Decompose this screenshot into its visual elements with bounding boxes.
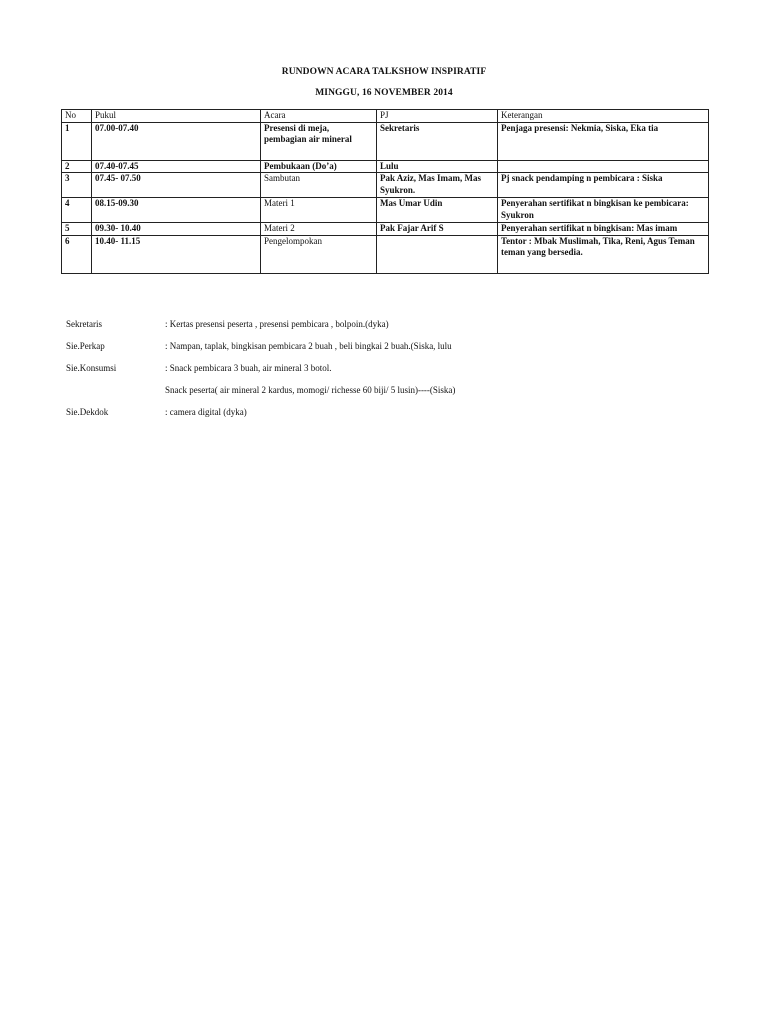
cell-keterangan — [498, 160, 709, 173]
cell-acara: Sambutan — [261, 173, 377, 198]
cell-keterangan: Pj snack pendamping n pembicara : Siska — [498, 173, 709, 198]
cell-keterangan: Penyerahan sertifikat n bingkisan ke pembicara: Syukron — [498, 198, 709, 223]
header-acara: Acara — [261, 110, 377, 123]
cell-acara: Pengelompokan — [261, 235, 377, 273]
cell-no: 2 — [62, 160, 92, 173]
cell-pukul: 09.30- 10.40 — [92, 223, 261, 236]
table-row — [62, 160, 709, 173]
header-pukul: Pukul — [92, 110, 261, 123]
document-date: MINGGU, 16 NOVEMBER 2014 — [315, 88, 453, 98]
note-row-perkap — [66, 341, 706, 363]
cell-no: 6 — [62, 235, 92, 273]
table-header-row — [62, 110, 709, 123]
cell-no: 4 — [62, 198, 92, 223]
cell-acara: Materi 2 — [261, 223, 377, 236]
cell-pj: Mas Umar Udin — [377, 198, 498, 223]
cell-no: 3 — [62, 173, 92, 198]
cell-pukul: 07.45- 07.50 — [92, 173, 261, 198]
table-row — [62, 173, 709, 198]
rundown-table — [61, 109, 709, 274]
note-row-konsumsi — [66, 363, 706, 385]
cell-no: 5 — [62, 223, 92, 236]
division-notes — [66, 319, 706, 429]
cell-keterangan: Penyerahan sertifikat n bingkisan: Mas imam — [498, 223, 709, 236]
note-row-dekdok — [66, 407, 706, 429]
document-title: RUNDOWN ACARA TALKSHOW INSPIRATIF — [281, 67, 487, 77]
note-label: Sie.Dekdok — [66, 407, 109, 417]
cell-pj — [377, 235, 498, 273]
cell-pukul: 08.15-09.30 — [92, 198, 261, 223]
note-row-konsumsi-extra — [66, 385, 706, 407]
cell-pj: Pak Aziz, Mas Imam, Mas Syukron. — [377, 173, 498, 198]
table-row — [62, 223, 709, 236]
table-row — [62, 235, 709, 273]
note-label: Sie.Konsumsi — [66, 363, 117, 373]
note-label: Sekretaris — [66, 319, 102, 329]
note-value: : camera digital (dyka) — [165, 407, 247, 417]
cell-pukul: 07.00-07.40 — [92, 122, 261, 160]
note-label: Sie.Perkap — [66, 341, 105, 351]
header-no: No — [62, 110, 92, 123]
cell-acara: Presensi di meja, pembagian air mineral — [261, 122, 377, 160]
table-row — [62, 198, 709, 223]
note-value: : Snack pembicara 3 buah, air mineral 3 botol. — [165, 363, 332, 373]
table-row — [62, 122, 709, 160]
cell-pj: Lulu — [377, 160, 498, 173]
cell-pj: Sekretaris — [377, 122, 498, 160]
header-keterangan: Keterangan — [498, 110, 709, 123]
note-row-sekretaris — [66, 319, 706, 341]
cell-keterangan: Penjaga presensi: Nekmia, Siska, Eka tia — [498, 122, 709, 160]
header-pj: PJ — [377, 110, 498, 123]
cell-pj: Pak Fajar Arif S — [377, 223, 498, 236]
cell-pukul: 10.40- 11.15 — [92, 235, 261, 273]
note-value: Snack peserta( air mineral 2 kardus, momogi/ richesse 60 biji/ 5 lusin)----(Siska) — [165, 385, 456, 395]
cell-acara: Materi 1 — [261, 198, 377, 223]
cell-no: 1 — [62, 122, 92, 160]
cell-pukul: 07.40-07.45 — [92, 160, 261, 173]
cell-keterangan: Tentor : Mbak Muslimah, Tika, Reni, Agus Teman teman yang bersedia. — [498, 235, 709, 273]
note-value: : Nampan, taplak, bingkisan pembicara 2 buah , beli bingkai 2 buah.(Siska, lulu — [165, 341, 452, 351]
note-value: : Kertas presensi peserta , presensi pembicara , bolpoin.(dyka) — [165, 319, 389, 329]
cell-acara: Pembukaan (Do’a) — [261, 160, 377, 173]
